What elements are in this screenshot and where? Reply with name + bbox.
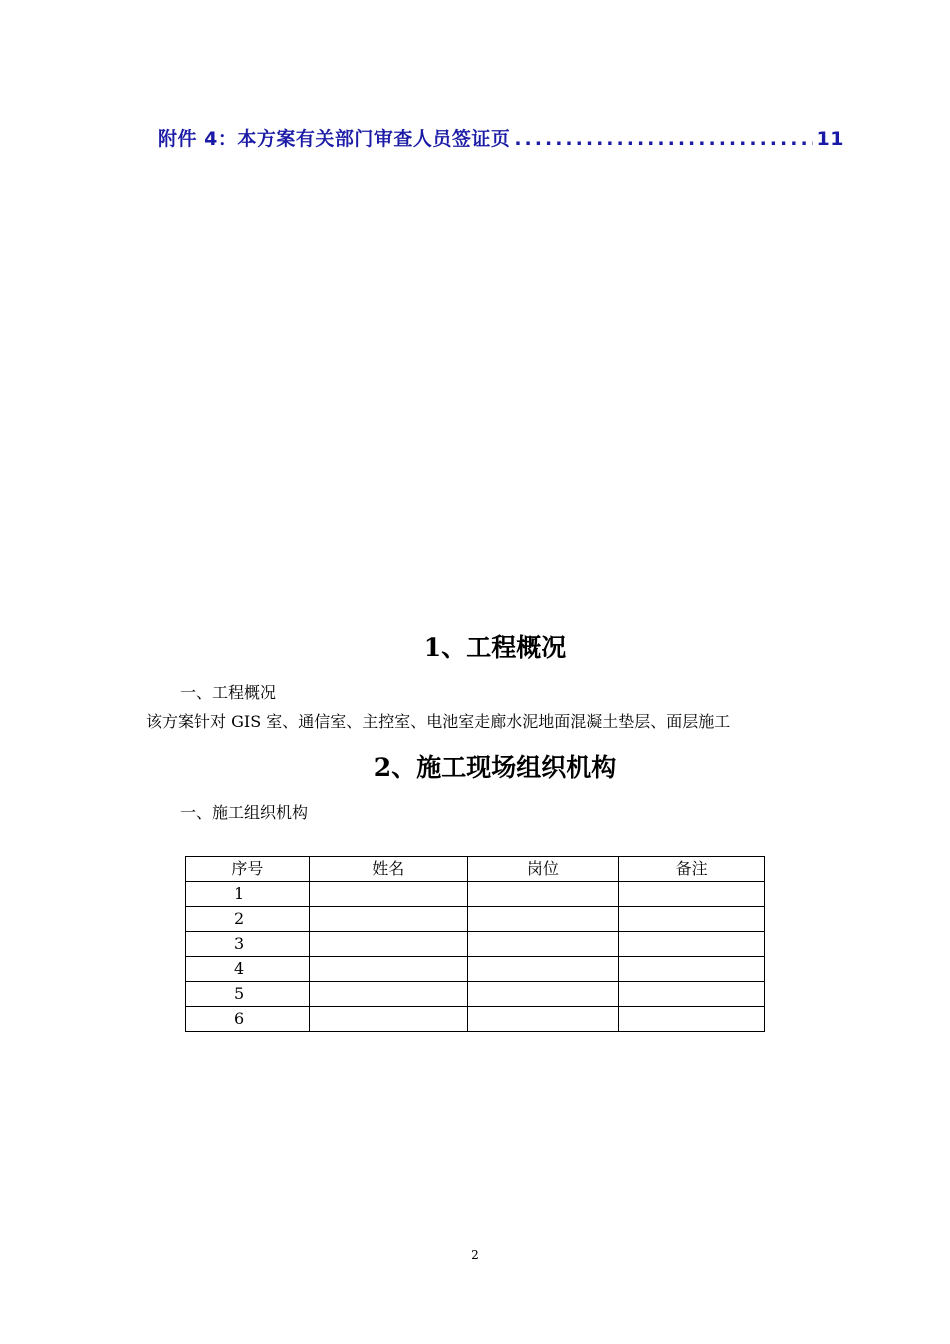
cell-position: [467, 882, 619, 907]
org-structure-table: [185, 856, 765, 1032]
table-header-row: [186, 857, 765, 882]
page-number: 2: [471, 1248, 479, 1262]
cell-remarks: [619, 957, 765, 982]
cell-position: [467, 1007, 619, 1032]
cell-remarks: [619, 882, 765, 907]
toc-entry-appendix-4[interactable]: [158, 124, 844, 151]
section-1-heading: 1、工程概况: [423, 633, 567, 662]
cell-remarks: [619, 907, 765, 932]
cell-position: [467, 982, 619, 1007]
cell-name: [309, 932, 467, 957]
cell-position: [467, 932, 619, 957]
table-row: [186, 882, 765, 907]
table-row: [186, 932, 765, 957]
cell-index: 4: [186, 957, 310, 982]
col-header-name: 姓名: [309, 857, 467, 882]
cell-index: 6: [186, 1007, 310, 1032]
cell-index: 3: [186, 932, 310, 957]
cell-position: [467, 957, 619, 982]
cell-position: [467, 907, 619, 932]
cell-remarks: [619, 1007, 765, 1032]
section-1-body: 该方案针对 GIS 室、通信室、主控室、电池室走廊水泥地面混凝土垫层、面层施工: [146, 712, 731, 731]
col-header-remarks: 备注: [619, 857, 765, 882]
cell-name: [309, 957, 467, 982]
col-header-index: 序号: [186, 857, 310, 882]
section-2-subheading: 一、施工组织机构: [180, 803, 309, 822]
toc-entry-label: 附件 4：本方案有关部门审查人员签证页: [158, 128, 511, 150]
table-row: [186, 907, 765, 932]
cell-remarks: [619, 982, 765, 1007]
cell-index: 2: [186, 907, 310, 932]
table-row: [186, 1007, 765, 1032]
toc-leader-dots: [514, 128, 812, 150]
cell-name: [309, 882, 467, 907]
toc-entry-page: 11: [816, 128, 844, 150]
cell-name: [309, 907, 467, 932]
section-2-heading: 2、施工现场组织机构: [373, 753, 617, 782]
cell-index: 5: [186, 982, 310, 1007]
col-header-position: 岗位: [467, 857, 619, 882]
cell-name: [309, 982, 467, 1007]
section-1-subheading: 一、工程概况: [180, 683, 277, 702]
table-row: [186, 957, 765, 982]
cell-index: 1: [186, 882, 310, 907]
cell-remarks: [619, 932, 765, 957]
cell-name: [309, 1007, 467, 1032]
table-row: [186, 982, 765, 1007]
